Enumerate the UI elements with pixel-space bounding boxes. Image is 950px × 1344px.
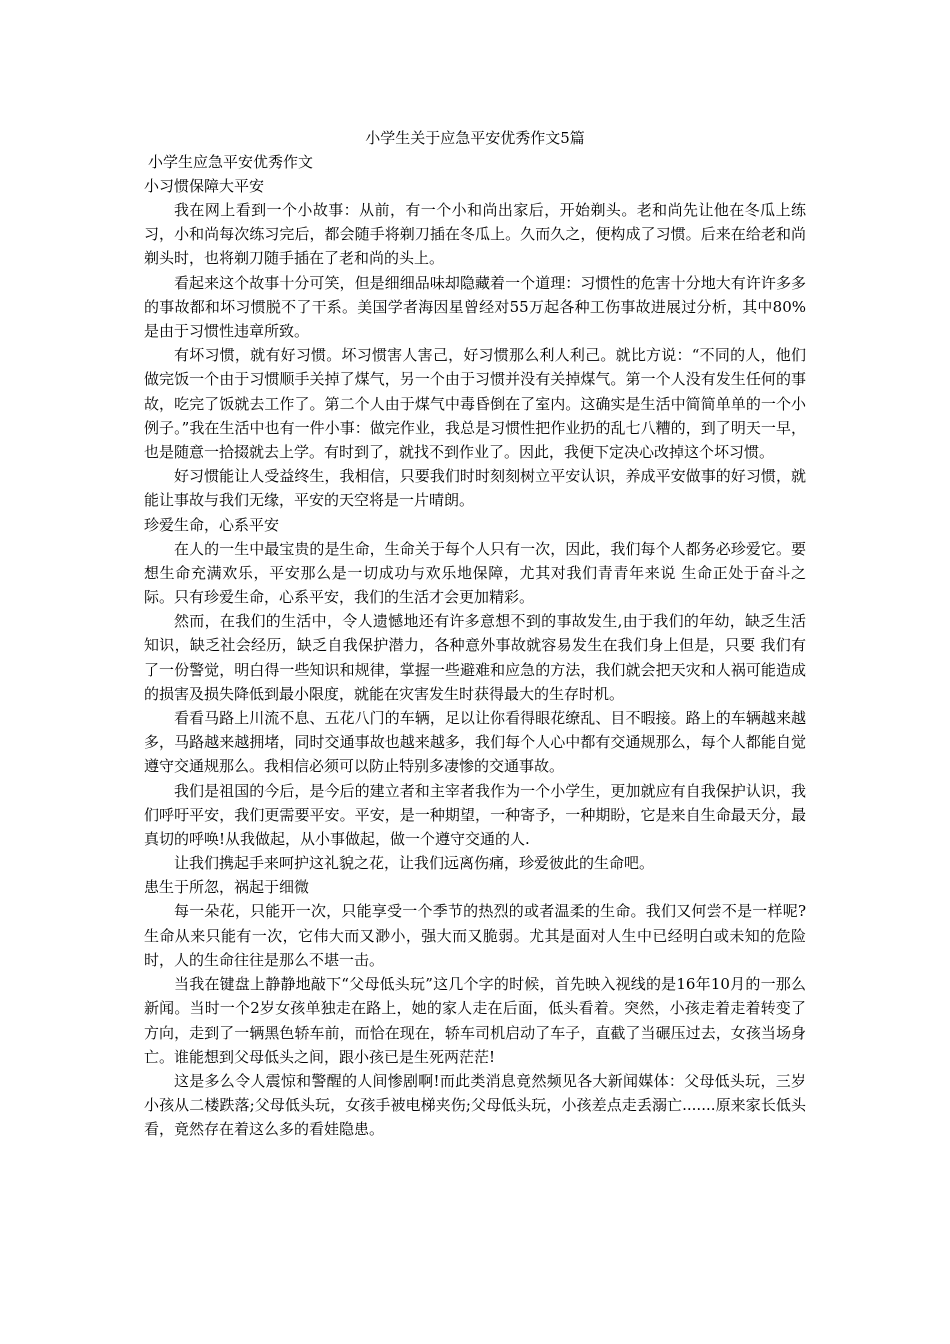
paragraph: 这是多么令人震惊和警醒的人间惨剧啊!而此类消息竟然频见各大新闻媒体：父母低头玩，三岁小孩从二楼跌落;父母低头玩，女孩手被电梯夹伤;父母低头玩，小孩差点走丢溺亡.......原来家长低头看，竟然存在着这么多的看娃隐患。 — [144, 1071, 806, 1139]
paragraph: 好习惯能让人受益终生，我相信，只要我们时时刻刻树立平安认识，养成平安做事的好习惯，就能让事故与我们无缘，平安的天空将是一片晴朗。 — [144, 467, 806, 510]
document-title: 小学生关于应急平安优秀作文5篇 — [365, 129, 585, 147]
section-heading: 珍爱生命，心系平安 — [144, 515, 280, 534]
paragraph: 我在网上看到一个小故事：从前，有一个小和尚出家后，开始剃头。老和尚先让他在冬瓜上练习，小和尚每次练习完后，都会随手将剃刀插在冬瓜上。久而久之，便构成了习惯。后来在给老和尚剃头时，也将剃刀随手插在了老和尚的头上。 — [144, 201, 806, 268]
paragraph: 我们是祖国的今后，是今后的建立者和主宰者我作为一个小学生，更加就应有自我保护认识，我们呼吁平安，我们更需要平安。平安，是一种期望，一种寄予，一种期盼，它是来自生命最天分，最真切的呼唤!从我做起，从小事做起，做一个遵守交通的人. — [144, 781, 806, 849]
paragraph: 每一朵花，只能开一次，只能享受一个季节的热烈的或者温柔的生命。我们又何尝不是一样呢?生命从来只能有一次，它伟大而又渺小，强大而又脆弱。尤其是面对人生中已经明白或未知的危险时，人的生命往往是那么不堪一击。 — [144, 902, 806, 969]
paragraph: 看起来这个故事十分可笑，但是细细品味却隐藏着一个道理：习惯性的危害十分地大有许许多多的事故都和坏习惯脱不了干系。美国学者海因星曾经对55万起各种工伤事故进展过分析，其中80%是由于习惯性违章所致。 — [144, 273, 806, 341]
paragraph: 然而，在我们的生活中，令人遗憾地还有许多意想不到的事故发生,由于我们的年幼，缺乏生活知识，缺乏社会经历，缺乏自我保护潜力，各种意外事故就容易发生在我们身上但是，只要 我们有了一份警觉，明白得一些知识和规律，掌握一些避难和应急的方法，我们就会把天灾和人祸可能造成的损害及损失降低到最小限度，就能在灾害发生时获得最大的生存时机。 — [144, 612, 806, 703]
paragraph: 当我在键盘上静静地敲下“父母低头玩”这几个字的时候，首先映入视线的是16年10月的一那么新闻。当时一个2岁女孩单独走在路上，她的家人走在后面，低头看着。突然，小孩走着走着转变了方向，走到了一辆黑色轿车前，而恰在现在，轿车司机启动了车子，直截了当碾压过去，女孩当场身亡。谁能想到父母低头之间，跟小孩已是生死两茫茫! — [144, 975, 806, 1066]
document-page — [144, 126, 806, 1142]
paragraph: 在人的一生中最宝贵的是生命，生命关于每个人只有一次，因此，我们每个人都务必珍爱它。要想生命充满欢乐，平安那么是一切成功与欢乐地保障，尤其对我们青青年来说 生命正处于奋斗之际。只有珍爱生命，心系平安，我们的生活才会更加精彩。 — [144, 539, 806, 607]
section-1 — [144, 174, 806, 513]
section-3 — [144, 875, 806, 1141]
paragraph: 看看马路上川流不息、五花八门的车辆，足以让你看得眼花缭乱、目不暇接。路上的车辆越来越多，马路越来越拥堵，同时交通事故也越来越多，我们每个人心中都有交通规那么，每个人都能自觉遵守交通规那么。我相信必须可以防止特别多凄惨的交通事故。 — [144, 709, 806, 776]
section-2 — [144, 513, 806, 876]
section-heading: 患生于所忽，祸起于细微 — [144, 878, 310, 897]
paragraph: 有坏习惯，就有好习惯。坏习惯害人害己，好习惯那么利人利己。就比方说：“不同的人，他们做完饭一个由于习惯顺手关掉了煤气，另一个由于习惯并没有关掉煤气。第一个人没有发生任何的事故，吃完了饭就去工作了。第二个人由于煤气中毒昏倒在了室内。这确实是生活中简简单单的一个小例子。”我在生活中也有一件小事：做完作业，我总是习惯性把作业扔的乱七八糟的，到了明天一早，也是随意一拾掇就去上学。有时到了，就找不到作业了。因此，我便下定决心改掉这个坏习惯。 — [144, 346, 806, 462]
section-heading: 小习惯保障大平安 — [144, 177, 265, 195]
paragraph: 让我们携起手来呵护这礼貌之花，让我们远离伤痛，珍爱彼此的生命吧。 — [174, 854, 655, 873]
document-subtitle: 小学生应急平安优秀作文 — [148, 153, 314, 171]
